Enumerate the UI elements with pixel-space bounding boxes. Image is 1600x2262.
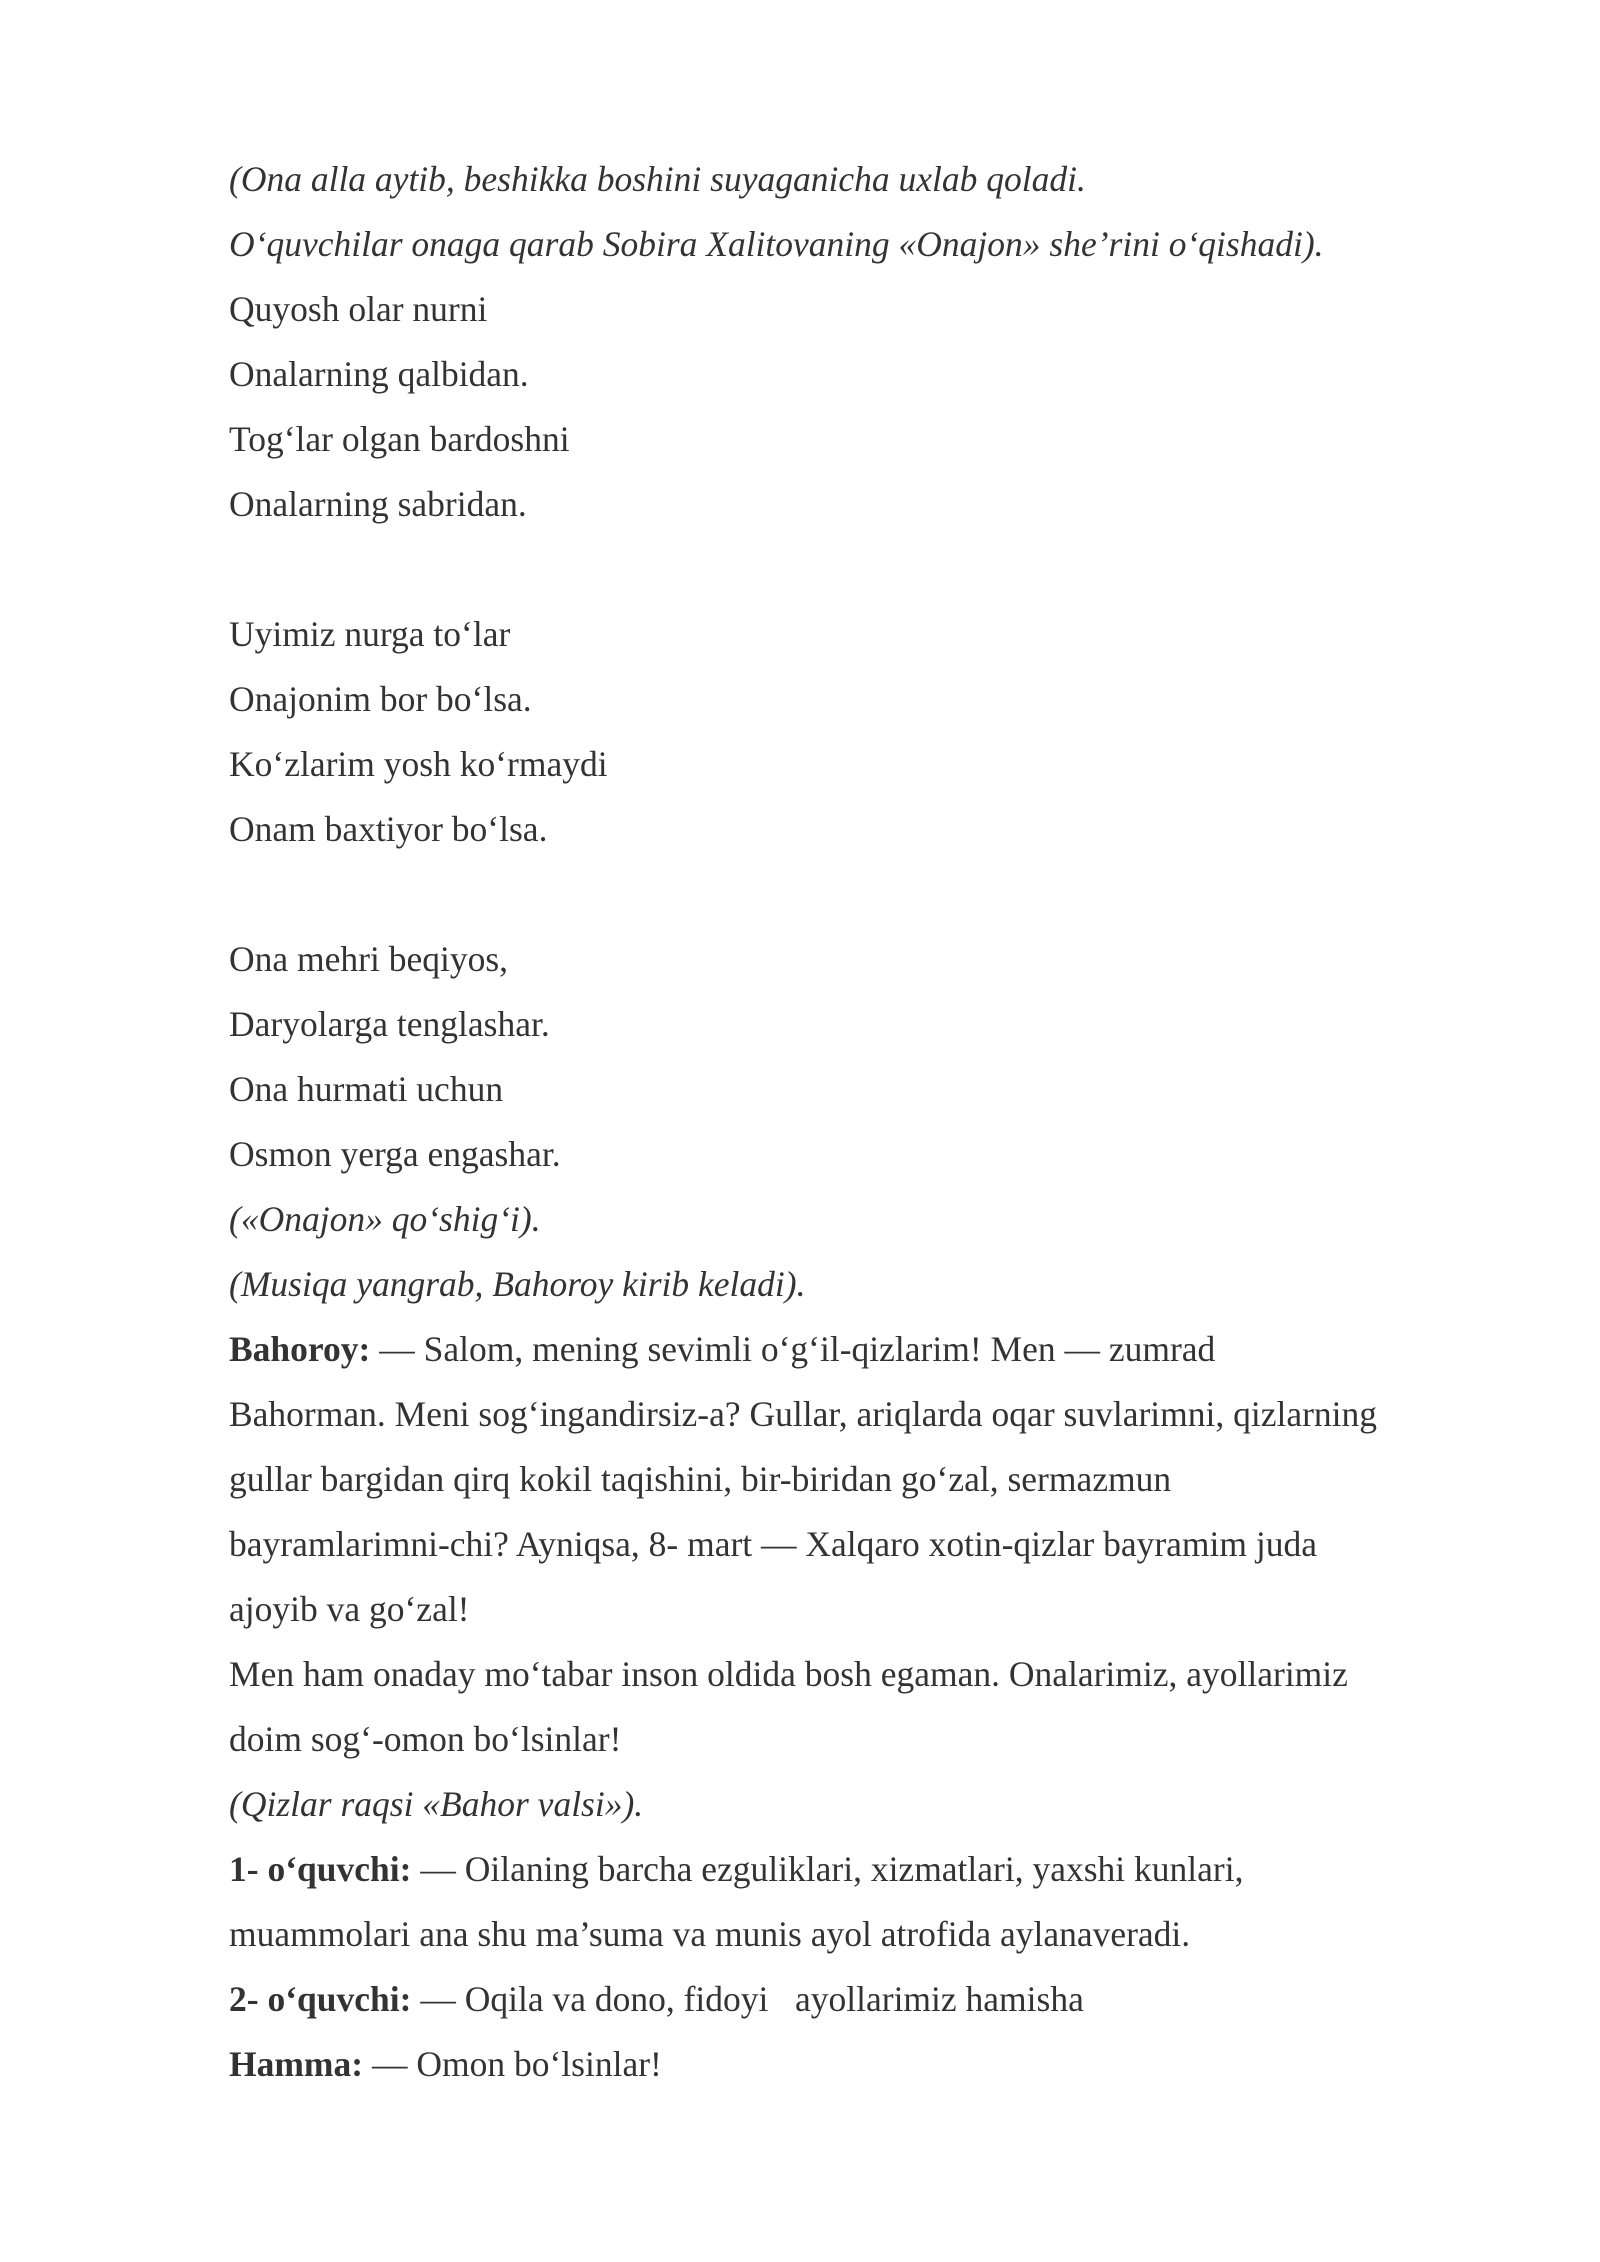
dialogue-line: muammolari ana shu ma’suma va munis ayol atrofida aylanaveradi. [229, 1914, 1191, 1954]
dialogue-line: doim sog‘-omon bo‘lsinlar! [229, 1719, 622, 1759]
dialogue-line [229, 1317, 1469, 1382]
dialogue-line [229, 1967, 1469, 2032]
document-page [229, 147, 1469, 2097]
speaker-name: 2- o‘quvchi: [229, 1979, 412, 2019]
stanza-break [229, 862, 1469, 927]
stage-direction: (Ona alla aytib, beshikka boshini suyaganicha uxlab qoladi. [229, 159, 1086, 199]
stage-direction: (Musiqa yangrab, Bahoroy kirib keladi). [229, 1264, 806, 1304]
speech-text: — Omon bo‘lsinlar! [363, 2044, 662, 2084]
poem-line: Ona mehri beqiyos, [229, 939, 509, 979]
speech-text: — Oilaning barcha ezguliklari, xizmatlari, yaxshi kunlari, [411, 1849, 1244, 1889]
speaker-name: 1- o‘quvchi: [229, 1849, 412, 1889]
speech-text: — Oqila va dono, fidoyi ayollarimiz hamisha [411, 1979, 1084, 2019]
dialogue-line: Bahorman. Meni sog‘ingandirsiz-a? Gullar, ariqlarda oqar suvlarimni, qizlarning [229, 1394, 1378, 1434]
dialogue-line: Men ham onaday mo‘tabar inson oldida bosh egaman. Onalarimiz, ayollarimiz [229, 1654, 1348, 1694]
dialogue-line [229, 1837, 1469, 1902]
poem-line: Onalarning sabridan. [229, 484, 527, 524]
dialogue-line: bayramlarimni-chi? Ayniqsa, 8- mart — Xalqaro xotin-qizlar bayramim juda [229, 1524, 1318, 1564]
poem-line: Uyimiz nurga to‘lar [229, 614, 511, 654]
stage-direction: O‘quvchilar onaga qarab Sobira Xalitovaning «Onajon» she’rini o‘qishadi). [229, 224, 1324, 264]
dialogue-line: gullar bargidan qirq kokil taqishini, bir-biridan go‘zal, sermazmun [229, 1459, 1172, 1499]
poem-line: Onajonim bor bo‘lsa. [229, 679, 532, 719]
poem-line: Tog‘lar olgan bardoshni [229, 419, 570, 459]
stanza-break [229, 537, 1469, 602]
poem-line: Onalarning qalbidan. [229, 354, 529, 394]
stage-direction: («Onajon» qo‘shig‘i). [229, 1199, 541, 1239]
poem-line: Onam baxtiyor bo‘lsa. [229, 809, 548, 849]
poem-line: Quyosh olar nurni [229, 289, 488, 329]
poem-line: Ona hurmati uchun [229, 1069, 504, 1109]
stage-direction: (Qizlar raqsi «Bahor valsi»). [229, 1784, 644, 1824]
poem-line: Ko‘zlarim yosh ko‘rmaydi [229, 744, 608, 784]
speaker-name: Bahoroy: [229, 1329, 371, 1369]
dialogue-line [229, 2032, 1469, 2097]
poem-line: Daryolarga tenglashar. [229, 1004, 550, 1044]
speech-text: — Salom, mening sevimli o‘g‘il-qizlarim! Men — zumrad [370, 1329, 1216, 1369]
speaker-name: Hamma: [229, 2044, 364, 2084]
poem-line: Osmon yerga engashar. [229, 1134, 561, 1174]
dialogue-line: ajoyib va go‘zal! [229, 1589, 470, 1629]
